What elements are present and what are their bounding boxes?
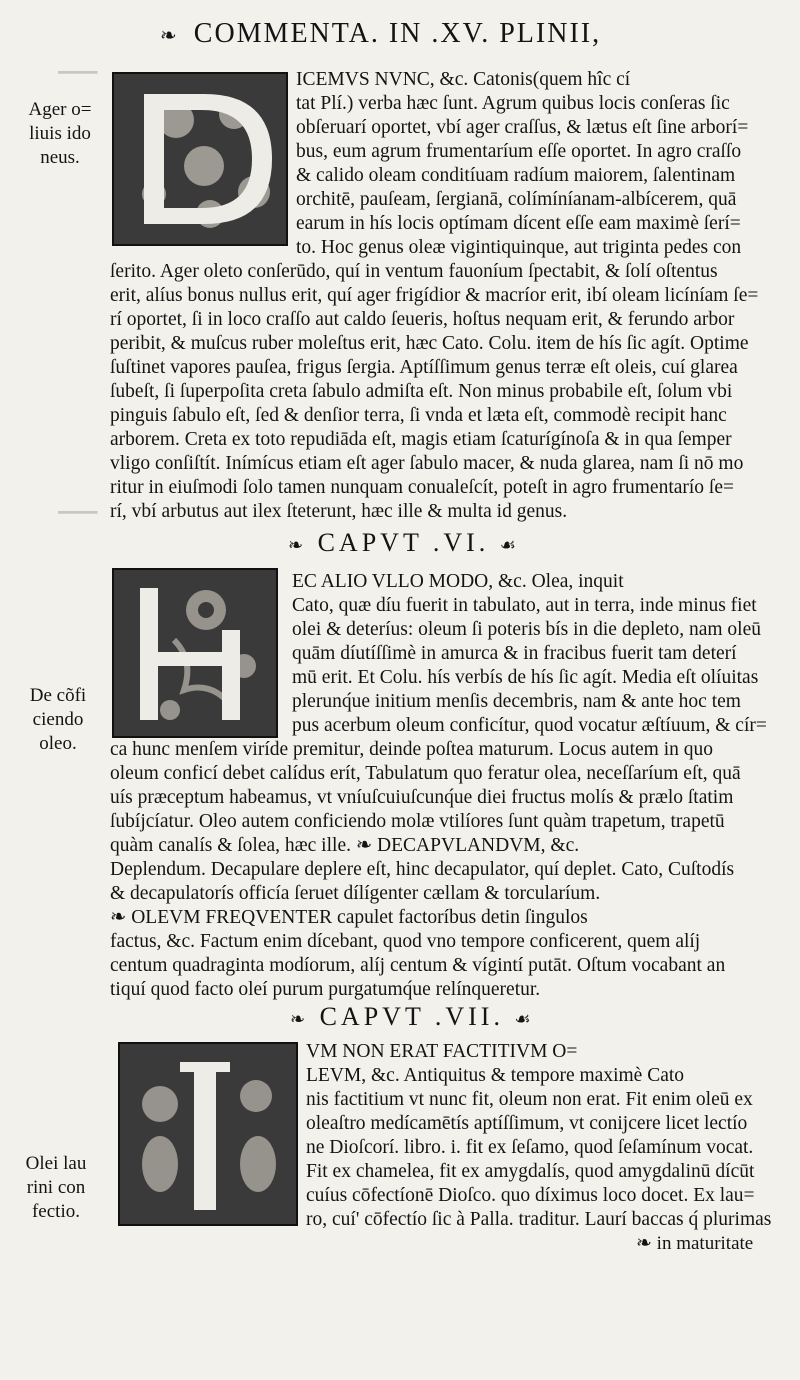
text-line: plerunq́ue initium menſis decembris, nam & ante hoc tem <box>292 691 741 712</box>
text-line: olei & deteríus: oleum ſi poteris bís in die depleto, nam oleū <box>292 619 761 640</box>
text-line: earum in hís locis optímam dícent eſſe eam maximè ſerí= <box>296 213 741 234</box>
margin-line: oleo. <box>39 733 77 754</box>
running-header <box>160 18 720 52</box>
text-line: ritur in eiuſmodi ſolo tamen nunquam conualeſcít, poteſt in agro frumentarío ſe= <box>110 477 734 498</box>
fleuron-icon: ☙ <box>499 535 520 555</box>
text-line: nis factitium vt nunc fit, oleum non erat. Fit enim oleū ex <box>306 1089 753 1110</box>
text-line: factus, &c. Factum enim dícebant, quod vno tempore conficerent, quem alíj <box>110 931 701 952</box>
text-line: pus acerbum oleum conficítur, quod vocatur æſtíuum, & cír= <box>292 715 767 736</box>
text-line: rí oportet, ſi in loco craſſo aut caldo ſeueris, hoſtus nequam erit, & ferundo arbor <box>110 309 735 330</box>
text-line: tiquí quod facto oleí purum purgatumq́ue relínqueretur. <box>110 979 541 1000</box>
woodcut-initial-c <box>118 1042 298 1226</box>
margin-line: fectio. <box>31 1201 80 1222</box>
fleuron-icon: ☙ <box>514 1009 535 1029</box>
text-line: oleaſtro medícamētís aptíſſimum, vt conijcere licet lectío <box>306 1113 748 1134</box>
text-line: pinguis ſabulo eſt, ſed & denſior terra, ſi vnda et læta eſt, commodè recipit hanc <box>110 405 727 426</box>
text-line: rí, vbí arbutus aut ilex ſteterunt, hæc ille & multa id genus. <box>110 501 568 522</box>
margin-line: neus. <box>40 147 80 168</box>
margin-note-oleo <box>18 684 98 756</box>
text-line: ICEMVS NVNC, &c. Catonis(quem hîc cí <box>296 69 631 90</box>
text-line: ſuſtinet vapores pauſea, frigus ſergia. Aptíſſimum genus terræ eſt oleis, cuí glarea <box>110 357 738 378</box>
text-line: ro, cuí' cōfectío ſic à Palla. traditur. Laurí baccas q́ plurimas <box>306 1209 772 1230</box>
text-line: orchitē, pauſeam, ſergianā, colímíníanam-albícerem, quā <box>296 189 737 210</box>
chapter-label: CAPVT .VI. <box>317 528 490 557</box>
text-line: cuíus cōfectíonē Dioſco. quo díximus loco docet. Ex lau= <box>306 1185 755 1206</box>
text-line: peribit, & muſcus ruber moleſtus erit, hæc Cato. Colu. item de hís ſic agít. Optime <box>110 333 749 354</box>
text-line: obſeruarí oportet, vbí ager craſſus, & lætus eſt ſine arborí= <box>296 117 749 138</box>
chapter-label: CAPVT .VII. <box>319 1002 504 1031</box>
text-line: EC ALIO VLLO MODO, &c. Olea, inquit <box>292 571 624 592</box>
fleuron-icon: ❧ <box>290 1009 310 1029</box>
text-line: ca hunc menſem viríde premitur, deinde poſtea maturum. Locus autem in quo <box>110 739 713 760</box>
catchword <box>636 1232 753 1255</box>
chapter-heading-vii <box>290 1002 535 1032</box>
text-line: ❧ OLEVM FREQVENTER capulet factoríbus detin ſingulos <box>110 907 588 928</box>
text-line: & calido oleam conditíuam radíum maiorem, ſalentinam <box>296 165 736 186</box>
text-line: bus, eum agrum frumentaríum eſſe oportet. In agro craſſo <box>296 141 742 162</box>
fleuron-icon: ❧ <box>288 535 308 555</box>
fleuron-icon: ❧ <box>160 25 179 47</box>
show-through-mark: ▔▔▔ <box>58 72 98 91</box>
text-line: VM NON ERAT FACTITIVM O= <box>306 1041 578 1062</box>
margin-line: rini con <box>26 1177 86 1198</box>
text-line: ſubeſt, ſi ſuperpoſita creta ſabulo admiſta eſt. Non minus probabile eſt, ſolum vbi <box>110 381 733 402</box>
text-line: ſubíjcíatur. Oleo autem conficiendo molæ vtilíores ſunt quàm trapetum, trapetū <box>110 811 725 832</box>
chapter-heading-vi <box>288 528 520 558</box>
catchword-text: in maturitate <box>656 1233 754 1254</box>
text-line: LEVM, &c. Antiquitus & tempore maximè Cato <box>306 1065 685 1086</box>
show-through-mark: ▔▔▔ <box>58 512 98 531</box>
text-line: quàm canalís & ſolea, hæc ille. ❧ DECAPVLANDVM, &c. <box>110 835 580 856</box>
text-line: Fit ex chamelea, fit ex amygdalís, quod amygdalinū dícūt <box>306 1161 755 1182</box>
text-line: ne Dioſcorí. libro. i. fit ex ſeſamo, quod ſeſamínum vocat. <box>306 1137 754 1158</box>
text-line: arborem. Creta ex toto repudiāda eſt, magis etiam ſcaturígínoſa & in qua ſemper <box>110 429 732 450</box>
text-line: Deplendum. Decapulare deplere eſt, hinc decapulator, quí deplet. Cato, Cuſtodís <box>110 859 735 880</box>
text-line: centum quadraginta modíorum, alíj centum & vígintí putāt. Oſtum vocabant an <box>110 955 726 976</box>
margin-note-ager <box>20 98 100 170</box>
margin-note-laurini <box>16 1152 96 1224</box>
text-line: oleum conficí debet calídus erít, Tabulatum quo feratur olea, neceſſaríum eſt, quā <box>110 763 741 784</box>
text-line: erit, alíus bonus nullus erit, quí ager frigídior & macríor erit, ibí oleam licíníam ſe= <box>110 285 759 306</box>
margin-line: Ager o= <box>28 99 92 120</box>
text-line: mū erit. Et Colu. hís verbís de hís ſic agít. Media eſt olíuitas <box>292 667 759 688</box>
text-line: ſerito. Ager oleto conſerūdo, quí in ventum fauoníum ſpectabit, & ſolí oſtentus <box>110 261 718 282</box>
text-line: tat Plí.) verba hæc ſunt. Agrum quibus locis conſeras ſic <box>296 93 730 114</box>
fleuron-icon: ❧ <box>636 1233 652 1254</box>
margin-line: ciendo <box>32 709 84 730</box>
text-line: Cato, quæ díu fuerit in tabulato, aut in terra, inde minus fiet <box>292 595 757 616</box>
header-title: COMMENTA. IN .XV. PLINII, <box>193 18 602 49</box>
text-line: quām díutíſſimè in amurca & in fracibus fuerit tam deterí <box>292 643 737 664</box>
margin-line: De cõfi <box>29 685 87 706</box>
text-line: & decapulatorís officía ſeruet dílígenter cællam & torcularíum. <box>110 883 601 904</box>
text-line: to. Hoc genus oleæ vigintiquinque, aut triginta pedes con <box>296 237 742 258</box>
text-line: uís præceptum habeamus, vt vníuſcuiuſcunq́ue diei fructus molís & prælo ſtatim <box>110 787 734 808</box>
margin-line: Olei lau <box>25 1153 87 1174</box>
text-line: vligo conſiſtít. Inímícus etiam eſt ager ſabulo macer, & nuda glarea, nam ſi nō mo <box>110 453 744 474</box>
margin-line: liuis ido <box>29 123 91 144</box>
woodcut-initial-d <box>112 72 288 246</box>
woodcut-initial-h <box>112 568 278 738</box>
